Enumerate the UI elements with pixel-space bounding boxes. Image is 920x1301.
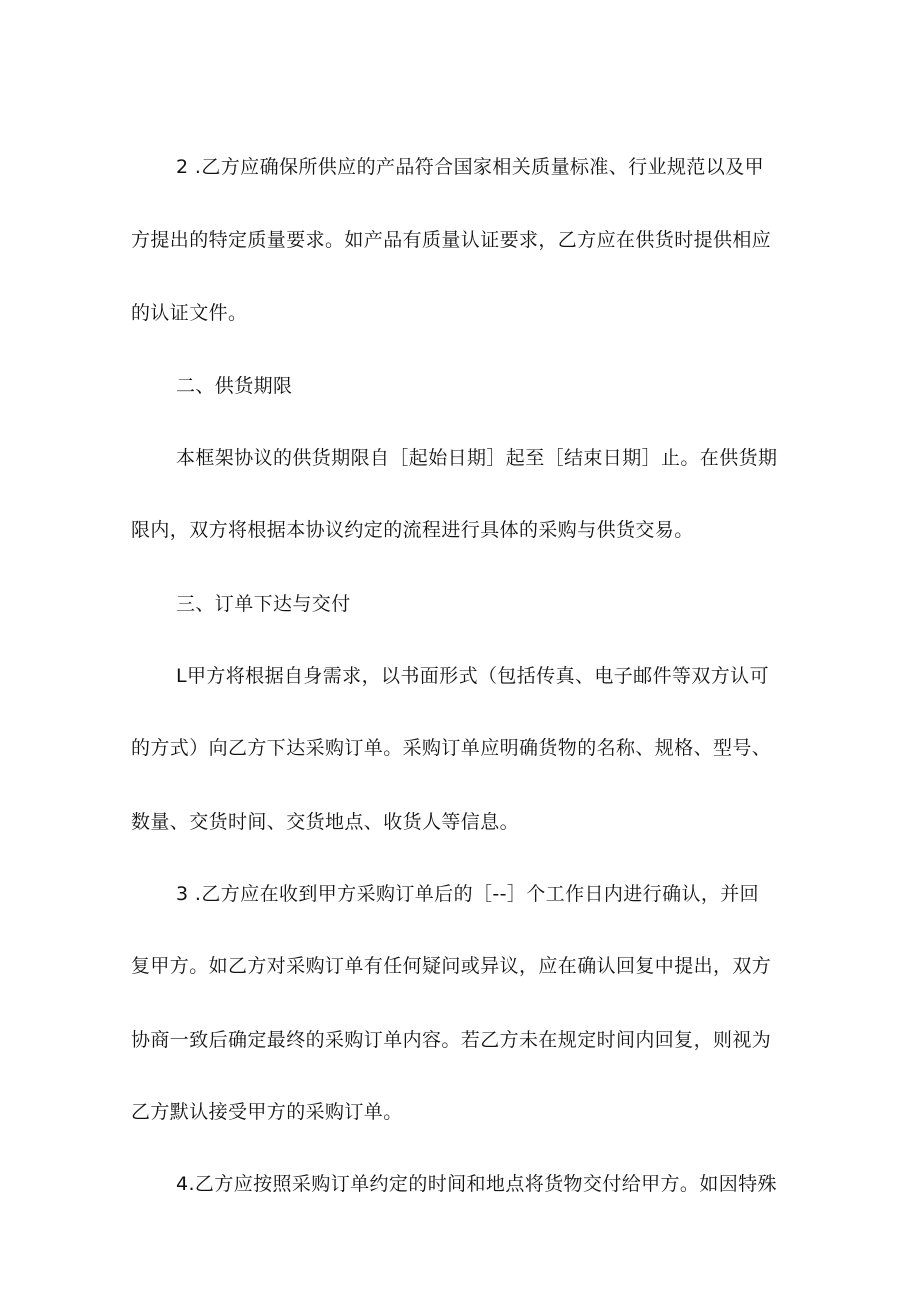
- orders-clause-4-line-1: 4.乙方应按照采购订单约定的时间和地点将货物交付给甲方。如因特殊: [176, 1173, 777, 1195]
- section-heading-supply-period: 二、供货期限: [176, 375, 293, 397]
- orders-clause-3-line-4: 乙方默认接受甲方的采购订单。: [131, 1101, 403, 1123]
- section-heading-orders: 三、订单下达与交付: [176, 593, 351, 615]
- clause-2-quality-line-2: 方提出的特定质量要求。如产品有质量认证要求，乙方应在供货时提供相应: [131, 229, 772, 251]
- orders-clause-3-line-3: 协商一致后确定最终的采购订单内容。若乙方未在规定时间内回复，则视为: [131, 1029, 772, 1051]
- orders-clause-3-line-2: 复甲方。如乙方对采购订单有任何疑问或异议，应在确认回复中提出，双方: [131, 955, 772, 977]
- orders-clause-3-line-1: 3 .乙方应在收到甲方采购订单后的［--］个工作日内进行确认，并回: [176, 883, 760, 905]
- clause-2-quality-line-3: 的认证文件。: [131, 302, 248, 324]
- orders-clause-1-line-3: 数量、交货时间、交货地点、收货人等信息。: [131, 811, 520, 833]
- orders-clause-1-line-2: 的方式）向乙方下达采购订单。采购订单应明确货物的名称、规格、型号、: [131, 737, 772, 759]
- orders-clause-1-line-1: L甲方将根据自身需求，以书面形式（包括传真、电子邮件等双方认可: [176, 665, 769, 687]
- supply-period-line-1: 本框架协议的供货期限自［起始日期］起至［结束日期］止。在供货期: [176, 447, 778, 469]
- supply-period-line-2: 限内，双方将根据本协议约定的流程进行具体的采购与供货交易。: [131, 519, 694, 541]
- clause-2-quality-line-1: 2 .乙方应确保所供应的产品符合国家相关质量标准、行业规范以及甲: [176, 156, 764, 178]
